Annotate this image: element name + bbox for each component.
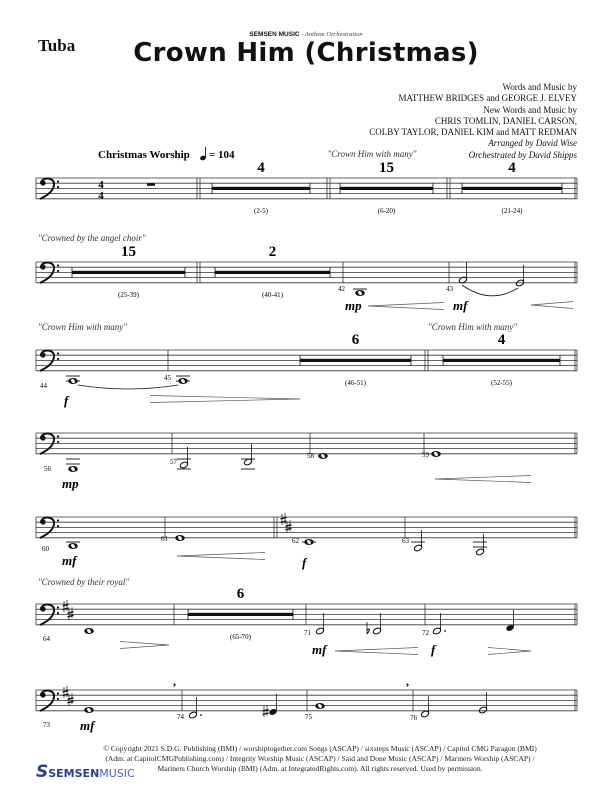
- multirest-count: 15: [121, 244, 136, 260]
- series-name: - Anthem Orchestration: [301, 31, 363, 38]
- credit-line: MATTHEW BRIDGES and GEORGE J. ELVEY: [398, 93, 577, 104]
- key-signature: [63, 686, 74, 705]
- hairpin-line: [335, 651, 418, 655]
- arranger: Arranged by David Wise: [488, 138, 577, 149]
- decrescendo-hairpin: [488, 648, 531, 655]
- dynamic-mp: mp: [62, 476, 79, 491]
- multirest-range: (46-51): [345, 378, 366, 387]
- copyright-line: (Adm. at CapitolCMGPublishing.com) / Integrity Worship Music (ASCAP) / Said and Done Music (ASCAP) / Mariners Worship (ASCAP) /: [105, 754, 535, 763]
- measure-number: 45: [164, 374, 171, 382]
- measure-number: 44: [40, 382, 47, 390]
- measure-58: [307, 452, 328, 460]
- multirest-65-70: [188, 586, 293, 641]
- multirest-range: (65-70): [230, 632, 251, 641]
- multirest-25-39: [72, 244, 185, 299]
- copyright-line: © Copyright 2021 S.D.G. Publishing (BMI) / worshiptogether.com Songs (ASCAP) / sixsteps Music (ASCAP) / Capitol CMG Paragon (BMI): [103, 744, 537, 753]
- hairpin-line: [120, 642, 169, 646]
- measure-56: [44, 459, 80, 473]
- measure-number: 64: [43, 635, 50, 643]
- multirest-46-51: [300, 332, 411, 387]
- multirest-6-20: [340, 160, 433, 215]
- decrescendo-hairpin: [150, 396, 300, 403]
- crescendo-hairpin: [531, 302, 573, 309]
- dot: [200, 714, 202, 716]
- hairpin-line: [488, 648, 531, 652]
- measure-number: 71: [304, 629, 311, 637]
- measure-number: 57: [170, 458, 177, 466]
- measure-number: 73: [43, 721, 50, 729]
- multirest-range: (6-20): [377, 206, 396, 215]
- multirest-bar: [72, 271, 185, 274]
- cue-text: "Crown Him with many": [38, 322, 127, 332]
- measure-44: [40, 376, 80, 390]
- publisher-name: SEMSEN MUSIC: [249, 31, 300, 38]
- hairpin-line: [368, 303, 444, 307]
- semsen-music-logo: [36, 762, 135, 782]
- whole-rest: [147, 183, 155, 186]
- measure-number: 63: [402, 537, 409, 545]
- tempo-marking: = 104: [209, 149, 235, 161]
- multirest-range: (2-5): [254, 206, 268, 215]
- cue-text: "Crowned by the angel choir": [38, 233, 146, 243]
- staff-system: [36, 433, 577, 454]
- tie: [78, 385, 178, 389]
- time-signature-bottom: 4: [98, 190, 104, 202]
- multirest-range: (52-55): [491, 378, 512, 387]
- measure-63: [402, 530, 425, 552]
- measure-number: 43: [446, 285, 453, 293]
- measure-number: 62: [292, 537, 299, 545]
- staff-system: [36, 600, 577, 625]
- measure-number: 75: [305, 713, 312, 721]
- measure-number: 74: [177, 713, 184, 721]
- credit-line: COLBY TAYLOR, DANIEL KIM and MATT REDMAN: [369, 127, 577, 138]
- slur: [462, 285, 518, 296]
- multirest-bar: [212, 187, 310, 190]
- credit-line: CHRIS TOMLIN, DANIEL CARSON,: [434, 115, 577, 126]
- multirest-count: 4: [497, 332, 506, 348]
- staff-system: [36, 513, 577, 538]
- credit-line: Words and Music by: [502, 82, 577, 92]
- measure-60: [42, 542, 80, 553]
- measure-number: 56: [44, 465, 51, 473]
- crescendo-hairpin: [435, 476, 531, 483]
- dynamic-mf: mf: [62, 553, 77, 568]
- instrument-name: Tuba: [38, 36, 76, 55]
- key-signature: [281, 513, 292, 532]
- multirest-21-24: [462, 160, 562, 215]
- measure-62: [292, 537, 316, 545]
- multirest-range: (40-41): [262, 290, 283, 299]
- measure-number: 72: [422, 629, 429, 637]
- half-note: [515, 265, 524, 287]
- multirest-bar: [188, 613, 293, 616]
- hairpin-line: [435, 476, 531, 480]
- breath-mark: ,: [406, 674, 409, 688]
- breath-mark: ,: [173, 674, 176, 688]
- half-note: [241, 444, 255, 469]
- measure-57: [170, 447, 191, 469]
- sharp-icon: [281, 513, 287, 525]
- hairpin-line: [368, 306, 444, 310]
- measure-59: [422, 451, 441, 459]
- measure-number: 58: [307, 452, 314, 460]
- orchestrator: Orchestrated by David Shipps: [468, 149, 577, 160]
- hairpin-line: [488, 651, 531, 655]
- multirest-bar: [340, 187, 433, 190]
- hairpin-line: [435, 479, 531, 483]
- multirest-bar: [300, 359, 411, 362]
- hairpin-line: [531, 305, 573, 309]
- whole-note: [84, 707, 94, 713]
- multirest-bar: [443, 359, 560, 362]
- logo-text: MUSIC: [99, 767, 135, 780]
- crescendo-hairpin: [368, 303, 444, 310]
- multirest-count: 2: [268, 244, 277, 260]
- multirest-bar: [215, 271, 330, 274]
- measure-number: 59: [422, 451, 429, 459]
- song-title: Crown Him (Christmas): [133, 38, 479, 68]
- staff-system: [36, 686, 577, 711]
- measure-61: [161, 535, 185, 543]
- logo-text: SEMSEN: [48, 767, 100, 780]
- crescendo-hairpin: [335, 648, 418, 655]
- measure-number: 76: [410, 714, 417, 722]
- dot: [444, 630, 446, 632]
- multirest-count: 6: [351, 332, 360, 348]
- multirest-count: 4: [257, 160, 265, 176]
- measure-45: [164, 374, 190, 384]
- cue-text: "Crown Him with many": [327, 149, 417, 159]
- half-note: [473, 534, 487, 556]
- crescendo-hairpin: [177, 553, 265, 560]
- logo-s-icon: S: [36, 762, 49, 782]
- measure-42: [338, 285, 367, 296]
- hairpin-line: [150, 396, 300, 400]
- multirest-count: 15: [379, 160, 394, 176]
- dynamic-mf: mf: [453, 298, 468, 313]
- key-signature: [63, 600, 74, 619]
- copyright-notice: [60, 744, 580, 774]
- hairpin-line: [150, 399, 300, 403]
- hairpin-line: [120, 645, 169, 649]
- sharp-icon: [63, 600, 69, 612]
- half-note-flat: [367, 613, 382, 635]
- copyright-line: Mariners Church Worship (BMI) (Adm. at IntegratedRights.com). All rights reserved. Used by permission.: [157, 764, 483, 773]
- sharp-icon: [63, 686, 69, 698]
- multirest-52-55: [443, 332, 560, 387]
- tempo-style: Christmas Worship: [98, 149, 190, 161]
- dynamic-f: f: [64, 393, 69, 408]
- dynamic-mp: mp: [345, 298, 362, 313]
- hairpin-line: [335, 648, 418, 652]
- multirest-range: (25-39): [118, 290, 139, 299]
- quarter-note: [505, 610, 514, 632]
- multirest-bar: [462, 187, 562, 190]
- measure-number: 60: [42, 545, 49, 553]
- multirest-count: 6: [236, 586, 245, 602]
- hairpin-line: [177, 553, 265, 557]
- cue-text: "Crowned by their royal": [38, 577, 130, 587]
- hairpin-line: [531, 302, 573, 306]
- measure-number: 61: [161, 535, 168, 543]
- measure-number: 42: [338, 285, 345, 293]
- time-signature-top: 4: [98, 179, 104, 191]
- multirest-40-41: [215, 244, 330, 299]
- dynamic-mf: mf: [80, 718, 95, 733]
- dynamic-mf: mf: [312, 642, 327, 657]
- whole-note: [84, 628, 94, 634]
- credit-line: New Words and Music by: [483, 104, 577, 115]
- hairpin-line: [177, 556, 265, 560]
- dynamic-f: f: [302, 555, 307, 570]
- cue-text: "Crown Him with many": [428, 322, 517, 332]
- dynamic-f: f: [431, 642, 436, 657]
- multirest-count: 4: [508, 160, 516, 176]
- decrescendo-hairpin: [120, 642, 169, 649]
- multirest-range: (21-24): [501, 206, 523, 215]
- multirest-2-5: [212, 160, 310, 215]
